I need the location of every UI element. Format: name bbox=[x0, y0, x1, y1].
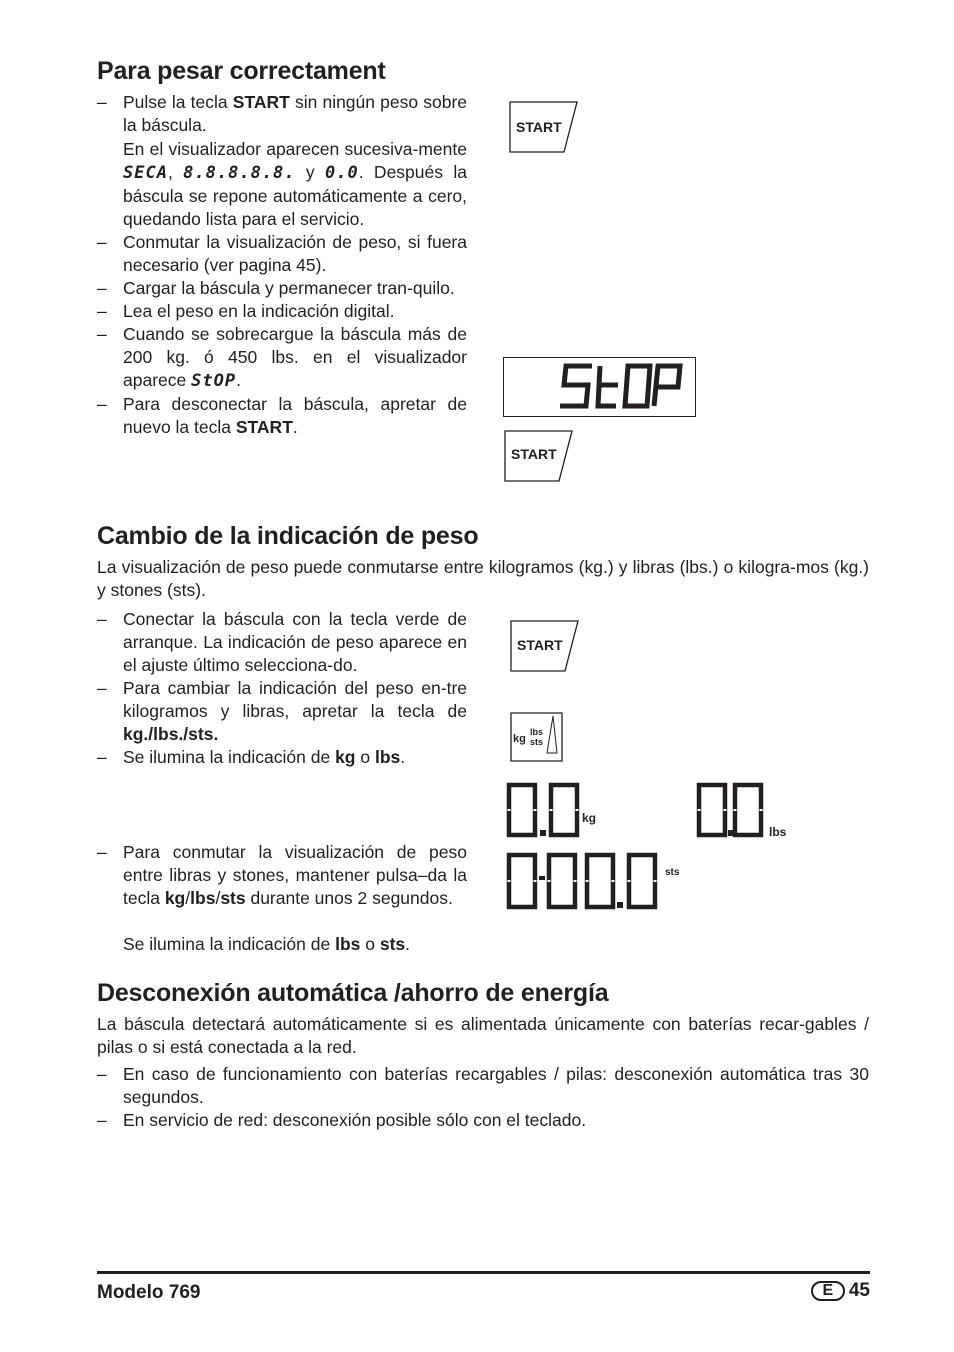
weighing-instructions-2 bbox=[97, 231, 467, 439]
list-item: – Lea el peso en la indicación digital. bbox=[97, 300, 467, 323]
footer-page-info bbox=[811, 1280, 870, 1302]
list-item: – Cargar la báscula y permanecer tran-quilo. bbox=[97, 277, 467, 300]
list-item-sub: Se ilumina la indicación de lbs o sts. bbox=[123, 934, 411, 954]
list-item-sub: En el visualizador aparecen sucesiva-mente SECA, 8.8.8.8.8. y 0.0. Después la báscula se repone automáticamente a cero, quedando lista para el servicio. bbox=[123, 139, 467, 229]
section-title-auto-off: Desconexión automática /ahorro de energía bbox=[97, 979, 609, 1007]
unit-change-intro: La visualización de peso puede conmutarse entre kilogramos (kg.) y libras (lbs.) o kilogra-mos (kg.) y stones (sts). bbox=[97, 557, 869, 600]
list-item: – Se ilumina la indicación de kg o lbs. bbox=[97, 746, 467, 769]
kg-value: 0.0 bbox=[505, 781, 507, 782]
section-title-weighing: Para pesar correctament bbox=[97, 57, 386, 85]
start-key-icon bbox=[504, 430, 574, 482]
kg-unit-label: kg bbox=[582, 811, 597, 825]
unit-change-instructions-2 bbox=[97, 841, 467, 910]
unit-key-sts: sts bbox=[530, 737, 544, 747]
list-item: – En servicio de red: desconexión posible sólo con el teclado. bbox=[97, 1109, 869, 1132]
lbs-display bbox=[695, 781, 805, 841]
stop-display-digits bbox=[504, 358, 697, 418]
start-key-label: START bbox=[511, 446, 557, 462]
unit-key-kg: kg bbox=[513, 733, 526, 745]
weighing-instructions bbox=[97, 91, 467, 137]
start-key-label: START bbox=[516, 119, 562, 135]
list-item: – Para desconectar la báscula, apretar de nuevo la tecla START. bbox=[97, 393, 467, 439]
stop-display-text: StOP bbox=[504, 358, 507, 359]
list-item: – Conectar la báscula con la tecla verde de arranque. La indicación de peso aparece en el ajuste último selecciona-do. bbox=[97, 608, 467, 677]
start-key-label: START bbox=[517, 637, 563, 653]
list-item: – En caso de funcionamiento con baterías recargables / pilas: desconexión automática tras 30 segundos. bbox=[97, 1063, 869, 1109]
lbs-unit-label: lbs bbox=[769, 825, 787, 839]
sts-display bbox=[505, 851, 695, 913]
language-badge: E bbox=[811, 1281, 845, 1301]
list-item: – Cuando se sobrecargue la báscula más de 200 kg. ó 450 lbs. en el visualizador aparece StOP. bbox=[97, 323, 467, 393]
list-item: – Para cambiar la indicación del peso en-tre kilogramos y libras, apretar la tecla de kg./lbs./sts. bbox=[97, 677, 467, 746]
sts-unit-label: sts bbox=[665, 867, 680, 878]
unit-key-icon bbox=[510, 712, 564, 762]
list-item: – Conmutar la visualización de peso, si fuera necesario (ver pagina 45). bbox=[97, 231, 467, 277]
unit-key-lbs: lbs bbox=[530, 727, 544, 737]
footer-rule bbox=[97, 1271, 870, 1274]
sts-value: 0:00.0 bbox=[505, 851, 508, 852]
section-title-unit-change: Cambio de la indicación de peso bbox=[97, 522, 479, 550]
auto-off-intro: La báscula detectará automáticamente si es alimentada únicamente con baterías recar-gables / pilas o si está conectada a la red. bbox=[97, 1014, 869, 1057]
kg-display bbox=[505, 781, 615, 841]
page-number: 45 bbox=[848, 1280, 870, 1301]
start-key-icon bbox=[510, 620, 580, 672]
list-item: – Para conmutar la visualización de peso entre libras y stones, mantener pulsa–da la tecla kg/lbs/sts durante unos 2 segundos. bbox=[97, 841, 467, 910]
footer-model: Modelo 769 bbox=[97, 1282, 201, 1303]
lbs-value: 0.0 bbox=[695, 781, 697, 782]
start-key-icon bbox=[509, 101, 579, 153]
list-item: – Pulse la tecla START sin ningún peso sobre la báscula. bbox=[97, 91, 467, 137]
unit-change-instructions bbox=[97, 608, 467, 769]
auto-off-instructions bbox=[97, 1063, 869, 1132]
stop-display bbox=[503, 357, 696, 417]
